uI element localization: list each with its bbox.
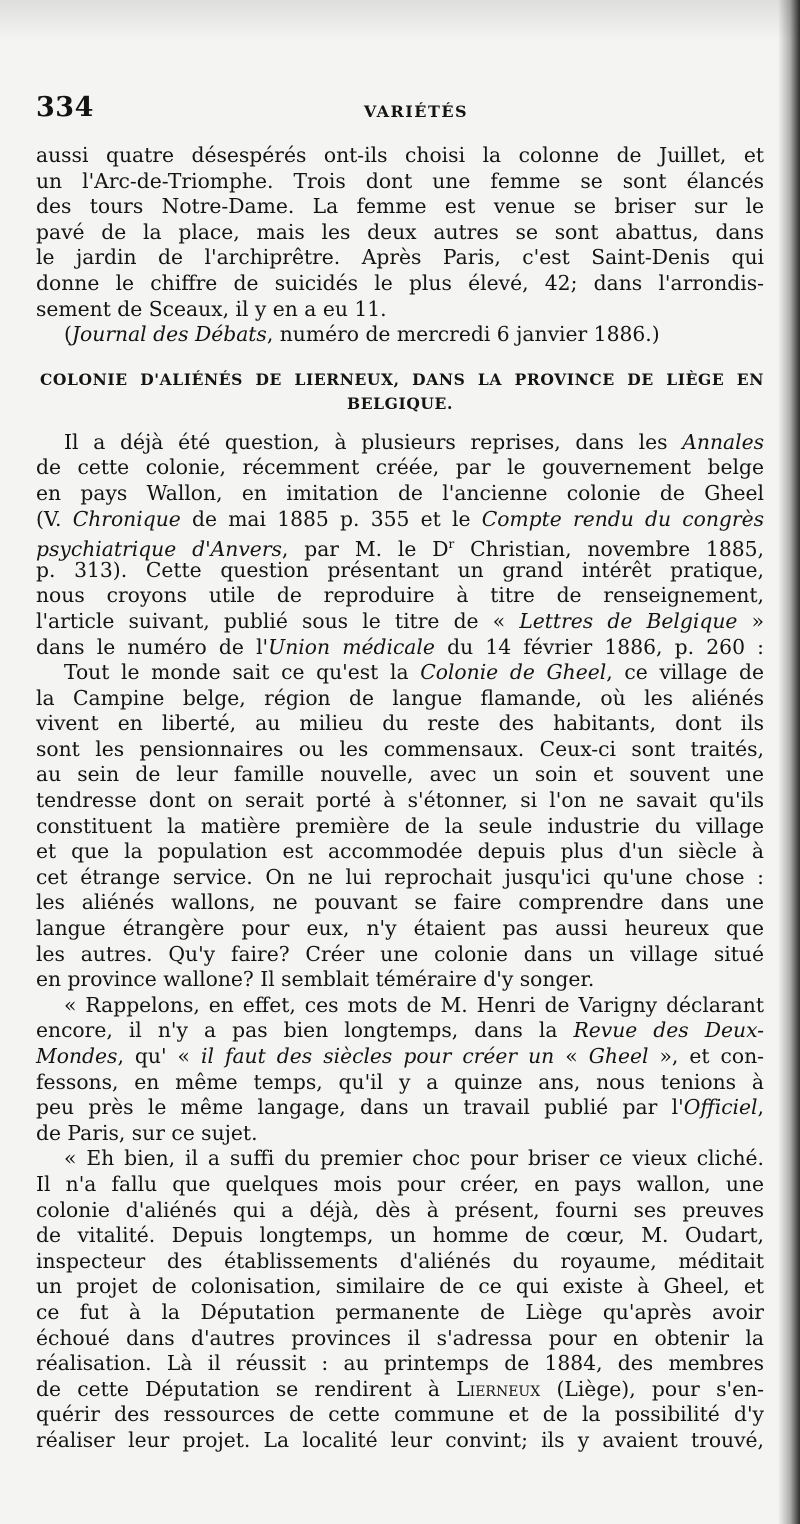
text-line: [36, 635, 764, 661]
text-line: en province wallone? Il semblait téméraire d'y songer.: [36, 967, 595, 992]
paragraph-varigny: [36, 993, 764, 1147]
text-run-superscript: r: [448, 537, 455, 552]
text-run: (Liège), pour s'en-: [540, 1376, 764, 1401]
text-line: « Rappelons, en effet, ces mots de M. Henri de Varigny déclarant: [64, 992, 764, 1017]
citation-open: (: [64, 322, 72, 347]
text-run-italic: Colonie de Gheel: [420, 660, 607, 685]
text-run: », et con-: [648, 1044, 764, 1068]
section-title-line2: BELGIQUE.: [347, 393, 453, 413]
paragraph-lierneux: [36, 1146, 764, 1453]
text-line: réaliser leur projet. La localité leur convint; ils y avaient trouvé,: [36, 1427, 764, 1452]
paragraph-suicides-continued: [36, 143, 764, 322]
text-line: [36, 1377, 764, 1403]
text-line: [36, 1018, 764, 1044]
text-line: [36, 507, 764, 533]
text-line: [36, 430, 764, 456]
text-line: et que la population est accommodée depuis plus d'un siècle à: [36, 839, 764, 864]
text-line: « Eh bien, il a suffi du premier choc pour briser ce vieux cliché.: [64, 1146, 764, 1171]
text-line: sement de Sceaux, il y en a eu 11.: [36, 296, 387, 321]
text-run: , ce village de: [606, 660, 764, 685]
text-run-italic: Annales: [682, 429, 764, 454]
text-run-italic: Revue des Deux-: [573, 1018, 765, 1043]
text-run: l'article suivant, publié sous le titre de «: [36, 608, 520, 633]
text-line: le jardin de l'archiprêtre. Après Paris, c'est Saint-Denis qui: [36, 245, 764, 270]
page-top-shade: [0, 0, 800, 40]
text-run: , par M. le D: [281, 536, 449, 561]
text-line: ce fut à la Députation permanente de Liège qu'après avoir: [36, 1299, 764, 1324]
text-run: du 14 février 1886, p. 260 :: [434, 634, 765, 659]
text-line: pavé de la place, mais les deux autres se sont abattus, dans: [36, 219, 764, 244]
text-run: peu près le même langage, dans un travail publié par l': [36, 1095, 684, 1120]
section-heading: [36, 368, 764, 416]
text-run: ,: [757, 1095, 764, 1120]
text-line: en pays Wallon, en imitation de l'ancienne colonie de Gheel: [36, 480, 764, 505]
text-line: cet étrange service. On ne lui reprochait jusqu'ici qu'une chose :: [36, 864, 764, 889]
text-run: de mai 1885 p. 355 et le: [180, 506, 482, 531]
text-line: de cette colonie, récemment créée, par le gouvernement belge: [36, 455, 764, 480]
section-gap: [36, 348, 764, 368]
text-line: colonie d'aliénés qui a déjà, dès à présent, fourni ses preuves: [36, 1197, 764, 1222]
paragraph-intro: [36, 430, 764, 660]
text-line: de Paris, sur ce sujet.: [36, 1120, 258, 1145]
page-body: [36, 143, 764, 1454]
text-line: quérir des ressources de cette commune et de la possibilité d'y: [36, 1402, 764, 1427]
text-line: tendresse dont on serait porté à s'étonner, si l'on ne savait qu'ils: [36, 788, 764, 813]
text-line: [36, 1095, 764, 1121]
text-run: encore, il n'y a pas bien longtemps, dans la: [36, 1018, 574, 1043]
page-header: [36, 92, 766, 126]
text-line: sont les pensionnaires ou les commensaux. Ceux-ci sont traités,: [36, 736, 764, 761]
text-line: Il n'a fallu que quelques mois pour créer, en pays wallon, une: [36, 1171, 764, 1196]
text-line: un l'Arc-de-Triomphe. Trois dont une femme se sont élancés: [36, 168, 764, 193]
text-line: [36, 532, 764, 561]
text-line: nous croyons utile de reproduire à titre de renseignement,: [36, 583, 764, 608]
text-line: fessons, en même temps, qu'il y a quinze ans, nous tenions à: [36, 1069, 764, 1094]
text-run: Il a déjà été question, à plusieurs reprises, dans les: [64, 429, 683, 454]
text-run-italic: Lettres de Belgique: [519, 608, 738, 633]
text-run-italic: Union médicale: [268, 634, 435, 659]
text-line: [36, 1044, 764, 1070]
text-run-italic: Chronique: [72, 506, 181, 531]
text-line: vivent en liberté, au milieu du reste des habitants, dont ils: [36, 711, 764, 736]
text-run: Tout le monde sait ce qu'est la: [64, 660, 421, 685]
text-line: [36, 609, 764, 635]
text-run: (V.: [36, 506, 73, 531]
citation-rest: , numéro de mercredi 6 janvier 1886.): [266, 322, 660, 347]
text-run-italic: Gheel: [588, 1044, 649, 1068]
citation-line: [36, 322, 764, 348]
text-run-italic: psychiatrique d'Anvers: [36, 536, 282, 561]
text-line: inspecteur des établissements d'aliénés du royaume, méditait: [36, 1248, 764, 1273]
text-line: au sein de leur famille nouvelle, avec un soin et souvent une: [36, 762, 764, 787]
text-run: Christian, novembre 1885,: [454, 536, 764, 561]
text-run: «: [554, 1044, 589, 1068]
text-line: la Campine belge, région de langue flamande, où les aliénés: [36, 685, 764, 710]
text-line: langue étrangère pour eux, n'y étaient pas aussi heureux que: [36, 916, 764, 941]
text-run: , qu' «: [117, 1044, 201, 1068]
citation-journal: Journal des Débats: [71, 322, 267, 347]
text-run-small-caps: Lierneux: [456, 1376, 541, 1401]
text-line: constituent la matière première de la seule industrie du village: [36, 813, 764, 838]
text-run: de cette Députation se rendirent à: [36, 1376, 457, 1401]
text-line: donne le chiffre de suicidés le plus élevé, 42; dans l'arrondis-: [36, 270, 764, 295]
text-run: dans le numéro de l': [36, 634, 269, 659]
running-head: VARIÉTÉS: [363, 102, 469, 121]
text-line: p. 313). Cette question présentant un grand intérêt pratique,: [36, 557, 764, 582]
text-run-italic: il faut des siècles pour créer un: [200, 1044, 555, 1068]
text-run-italic: Officiel: [683, 1095, 758, 1120]
text-run-italic: Mondes: [36, 1044, 118, 1068]
text-line: [36, 660, 764, 686]
text-line: réalisation. Là il réussit : au printemps de 1884, des membres: [36, 1351, 764, 1376]
section-title-line1: COLONIE D'ALIÉNÉS DE LIERNEUX, DANS LA PROVINCE DE LIÈGE EN: [40, 369, 764, 389]
text-line: échoué dans d'autres provinces il s'adressa pour en obtenir la: [36, 1325, 764, 1350]
page-number: 334: [36, 92, 94, 123]
text-line: de vitalité. Depuis longtemps, un homme de cœur, M. Oudart,: [36, 1223, 764, 1248]
text-line: aussi quatre désespérés ont-ils choisi la colonne de Juillet, et: [36, 143, 764, 167]
text-line: un projet de colonisation, similaire de ce qui existe à Gheel, et: [36, 1274, 764, 1299]
text-run-italic: Compte rendu du congrès: [481, 506, 765, 531]
text-line: les aliénés wallons, ne pouvant se faire comprendre dans une: [36, 890, 764, 915]
text-line: des tours Notre-Dame. La femme est venue se briser sur le: [36, 194, 764, 219]
paragraph-gheel: [36, 660, 764, 993]
text-run: »: [737, 608, 764, 633]
page-gutter-shadow: [778, 0, 800, 1524]
text-line: les autres. Qu'y faire? Créer une colonie dans un village situé: [36, 941, 764, 966]
